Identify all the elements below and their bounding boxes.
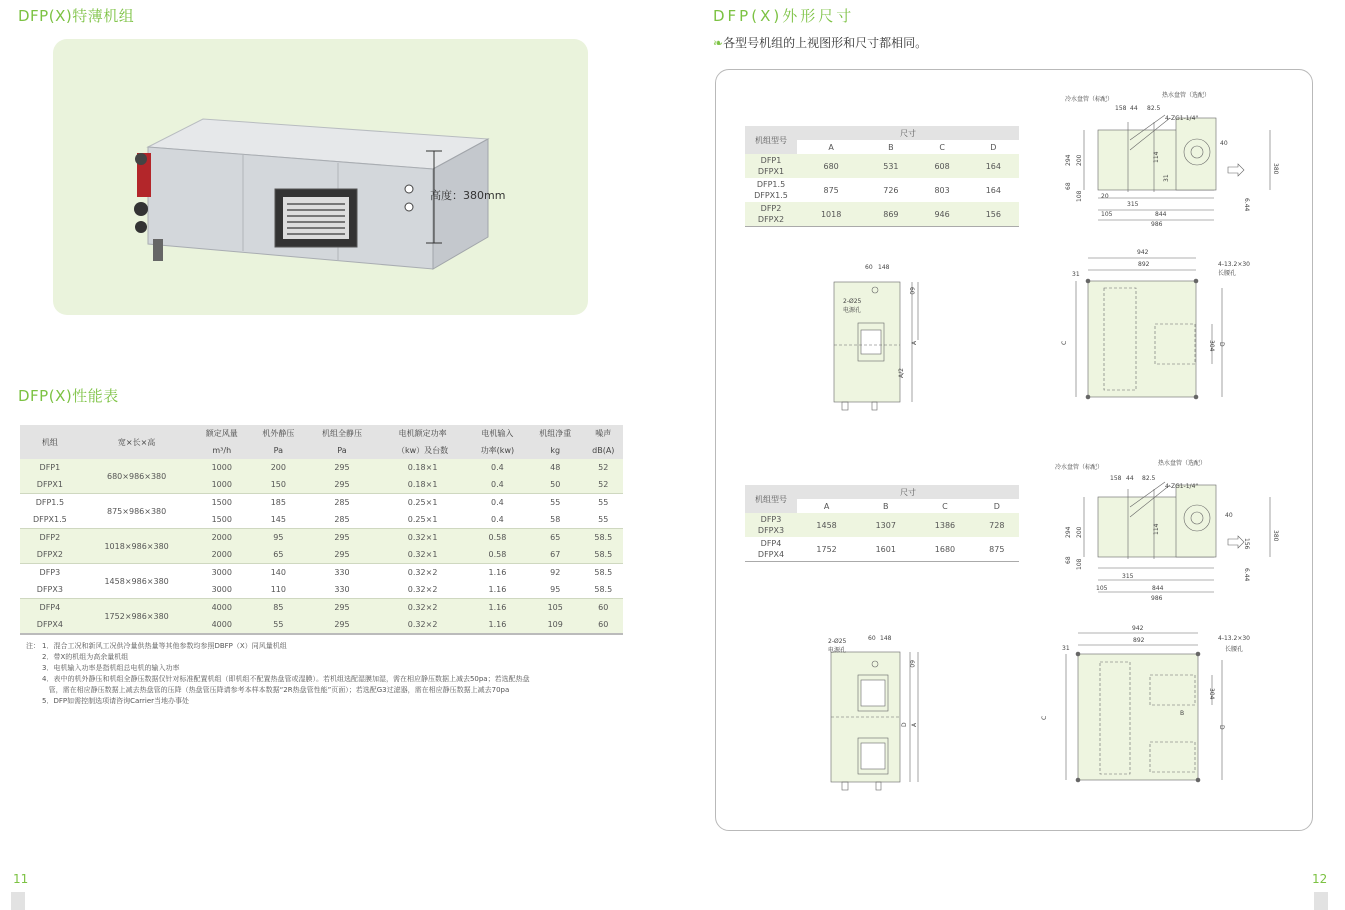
table-cell: 60: [584, 599, 623, 617]
dim-text: C: [1061, 340, 1068, 345]
dim-text: C: [1041, 715, 1048, 720]
cold-coil-label-2: 冷水盘管（标配）: [1055, 464, 1104, 471]
perf-header: 噪声: [584, 425, 623, 442]
table-cell: 50: [527, 476, 584, 494]
perf-unit: Pa: [250, 442, 307, 459]
side-view-drawing-1: [1084, 115, 1270, 220]
page-tab-right: [1314, 892, 1328, 910]
pipe-label-2: 4-ZG1-1/4": [1165, 483, 1199, 490]
dim-text: 105: [1096, 585, 1108, 592]
table-cell: 0.4: [491, 515, 504, 524]
table-cell: 58.5: [594, 585, 613, 594]
table-cell: 285: [307, 494, 378, 512]
perf-header: 电机额定功率: [377, 425, 468, 442]
table-cell: 110: [270, 585, 286, 594]
table-cell: 0.58: [468, 546, 527, 564]
dim-value: 875: [989, 544, 1005, 554]
dim-value: 1307: [856, 513, 915, 537]
table-cell: 58.5: [584, 564, 623, 582]
model-cell: DFP2: [20, 529, 80, 547]
note-item: 2．带X的机组为高余量机组: [42, 653, 129, 661]
table-cell: 1500: [211, 515, 232, 524]
table-cell: 875×986×380: [80, 494, 194, 529]
dim-text: 44: [1126, 475, 1134, 482]
slot-count-1: 4-13.2×30: [1218, 261, 1251, 268]
table-cell: 295: [307, 459, 378, 476]
table-cell: 60: [584, 616, 623, 634]
table-cell: 48: [527, 459, 584, 476]
page-number-right: 12: [1312, 872, 1328, 886]
dim-text: 108: [1076, 558, 1083, 570]
table-cell: 0.4: [468, 459, 527, 476]
dim-col-header: A: [797, 140, 865, 154]
dim-text: 105: [1101, 211, 1113, 218]
slot-count-2: 4-13.2×30: [1218, 635, 1251, 642]
dim-value: 869: [865, 202, 916, 227]
dim-value: 1458: [797, 513, 856, 537]
table-cell: 55: [527, 494, 584, 512]
model-cell: DFP4: [20, 599, 80, 617]
perf-unit: （kw）及台数: [377, 442, 468, 459]
hot-coil-label-1: 热水盘管（选配）: [1162, 92, 1211, 99]
dim-text: 844: [1152, 585, 1164, 592]
model-name: DFP3: [760, 515, 782, 524]
dim-text: 60: [908, 660, 915, 668]
dim-text: 68: [1065, 556, 1072, 564]
dim-text: 31: [1062, 645, 1070, 652]
table-cell: 295: [307, 616, 378, 634]
model-name: DFP2: [760, 204, 782, 213]
dim-value: 680: [797, 154, 865, 178]
dim-text: 892: [1138, 261, 1150, 268]
perf-unit: dB(A): [584, 442, 623, 459]
dim-model-header: 机组型号: [745, 126, 797, 154]
dim-value: 728: [975, 513, 1019, 537]
note-item: 5．DFP如需控制选项请咨询Carrier当地办事处: [42, 697, 190, 705]
top-view-drawing-1: [1076, 258, 1222, 399]
table-cell: 295: [307, 599, 378, 617]
right-title: DFP(X)外形尺寸: [713, 7, 855, 25]
dim-text: D: [1218, 342, 1225, 347]
dim-text: 158: [1110, 475, 1122, 482]
model-name: DFPX1: [757, 167, 785, 176]
table-cell: 1000: [193, 459, 250, 476]
dim-text: 200: [1076, 154, 1083, 166]
dim-value: 1386: [915, 513, 974, 537]
table-cell: 0.32×1: [377, 529, 468, 547]
table-cell: 95: [550, 585, 561, 594]
model-cell: DFP1.5: [20, 494, 80, 512]
table-cell: 1.16: [468, 599, 527, 617]
front-view-drawing-2: [831, 652, 918, 790]
model-cell: DFPX3: [36, 585, 63, 594]
model-name: DFPX1.5: [754, 191, 788, 200]
dim-text: 304: [1208, 340, 1215, 352]
dim-text: 82.5: [1147, 105, 1161, 112]
dim-text: 68: [1065, 182, 1072, 190]
dim-text: 156: [1243, 538, 1250, 550]
dim-col-header: C: [917, 140, 968, 154]
table-cell: 55: [584, 494, 623, 512]
perf-header: 宽×长×高: [80, 425, 194, 459]
table-cell: 0.32×2: [377, 616, 468, 634]
perf-unit: m³/h: [193, 442, 250, 459]
table-cell: 0.32×1: [377, 546, 468, 564]
power-hole-label-1: 电源孔: [843, 307, 862, 314]
dim-value: 875: [823, 185, 839, 195]
dim-text: 114: [1153, 523, 1160, 535]
perf-unit: Pa: [307, 442, 378, 459]
dim-text: 200: [1076, 526, 1083, 538]
table-cell: 4000: [193, 616, 250, 634]
table-cell: 58.5: [584, 529, 623, 547]
table-cell: 95: [250, 529, 307, 547]
dim-text: 114: [1153, 151, 1160, 163]
dim-text: A/2: [898, 368, 905, 378]
dim-col-header: C: [915, 499, 974, 513]
dim-text: 6.44: [1243, 568, 1250, 582]
dim-col-header: D: [968, 140, 1019, 154]
perf-unit: 功率(kw): [468, 442, 527, 459]
note-item: 4．表中的机外静压和机组全静压数据仅针对标准配置机组（即机组不配置热盘管或湿膜）。若机组选配湿膜加湿，需在相应静压数据上减去50pa；若选配热盘: [42, 675, 530, 683]
left-title: DFP(X)特薄机组: [18, 7, 135, 25]
model-name: DFP1.5: [756, 180, 786, 189]
dim-value: 946: [917, 202, 968, 227]
perf-header: 机组全静压: [307, 425, 378, 442]
dim-text: 294: [1065, 526, 1072, 538]
table-cell: 52: [584, 476, 623, 494]
model-cell: DFPX4: [20, 616, 80, 634]
perf-header: 机组: [20, 425, 80, 459]
perf-header: 电机输入: [468, 425, 527, 442]
table-cell: 0.32×2: [377, 599, 468, 617]
perf-header: 机外静压: [250, 425, 307, 442]
dim-text: B: [1180, 710, 1185, 717]
table-cell: 330: [307, 564, 378, 582]
table-cell: 105: [527, 599, 584, 617]
table-cell: 185: [250, 494, 307, 512]
dim-text: 942: [1137, 249, 1149, 256]
table-cell: 4000: [193, 599, 250, 617]
note-item: 1．混合工况和新风工况供冷量供热量等其他参数均参照DBFP（X）同风量机组: [42, 642, 287, 650]
dim-text: 6.44: [1243, 198, 1250, 212]
dim-text: 315: [1127, 201, 1139, 208]
dim-text: 294: [1065, 154, 1072, 166]
dim-text: 60: [868, 635, 876, 642]
model-cell: DFP3: [20, 564, 80, 582]
dim-text: 986: [1151, 221, 1163, 228]
dim-text: 380: [1272, 530, 1279, 542]
power-hole-count-1: 2-Ø25: [843, 298, 862, 305]
dim-text: 148: [880, 635, 892, 642]
table-cell: 330: [334, 585, 350, 594]
table-cell: 58.5: [584, 546, 623, 564]
table-cell: 0.25×1: [407, 515, 438, 524]
table-cell: 0.4: [468, 494, 527, 512]
table-cell: 0.4: [468, 476, 527, 494]
table-cell: 1.16: [468, 616, 527, 634]
table-cell: 67: [527, 546, 584, 564]
dim-value: 726: [883, 185, 899, 195]
side-view-drawing-2: [1084, 482, 1270, 592]
table-cell: 85: [250, 599, 307, 617]
dim-text: A: [911, 722, 918, 727]
right-subtitle: 各型号机组的上视图形和尺寸都相同。: [723, 36, 928, 50]
dim-col-header: B: [865, 140, 916, 154]
dim-value: 1752: [816, 544, 837, 554]
dim-value: 1680: [934, 544, 956, 554]
table-cell: 0.32×2: [377, 564, 468, 582]
dim-text: 40: [1225, 512, 1233, 519]
page-number-left: 11: [13, 872, 29, 886]
table-cell: 140: [250, 564, 307, 582]
model-name: DFP4: [760, 539, 782, 548]
table-cell: 2000: [193, 529, 250, 547]
dim-text: 986: [1151, 595, 1163, 602]
table-cell: 52: [584, 459, 623, 476]
leaf-bullet-icon: ❧: [713, 36, 724, 50]
table-cell: 65: [527, 529, 584, 547]
dim-text: 31: [1163, 174, 1170, 182]
table-cell: 3000: [193, 564, 250, 582]
dim-text: 60: [865, 264, 873, 271]
dim-text: 40: [1220, 140, 1228, 147]
table-cell: 295: [307, 546, 378, 564]
perf-title: DFP(X)性能表: [18, 387, 119, 405]
dim-value: 1018: [797, 202, 865, 227]
perf-header: 机组净重: [527, 425, 584, 442]
power-hole-label-2: 电源孔: [828, 647, 847, 654]
hot-coil-label-2: 热水盘管（选配）: [1158, 460, 1207, 467]
table-cell: 1500: [193, 494, 250, 512]
table-cell: 0.58: [468, 529, 527, 547]
table-cell: 55: [598, 515, 609, 524]
table-cell: 92: [527, 564, 584, 582]
model-cell: DFPX2: [20, 546, 80, 564]
table-cell: 295: [307, 529, 378, 547]
dim-value: 531: [865, 154, 916, 178]
dim-text: 60: [908, 287, 915, 295]
table-cell: 295: [307, 476, 378, 494]
dim-value: 164: [985, 185, 1001, 195]
dim-text: D: [1218, 725, 1225, 730]
height-label: 高度：380mm: [430, 189, 506, 202]
dim-text: D: [901, 722, 908, 727]
table-cell: 58: [550, 515, 561, 524]
dim-text: 44: [1130, 105, 1138, 112]
note-item: 管，需在相应静压数据上减去热盘管的压降（热盘管压降请参考本样本数据“2R热盘管性能”页面）；若选配G3过滤器，需在相应静压数据上减去70pa: [42, 686, 510, 694]
note-item: 3．电机输入功率是指机组总电机的输入功率: [42, 664, 180, 672]
perf-unit: kg: [527, 442, 584, 459]
table-cell: 285: [334, 515, 350, 524]
dim-text: 20: [1101, 193, 1109, 200]
dim-text: 148: [878, 264, 890, 271]
slot-label-1: 长腰孔: [1218, 270, 1237, 277]
top-view-drawing-2: [1066, 633, 1222, 782]
model-name: DFPX2: [757, 215, 785, 224]
dim-text: 158: [1115, 105, 1127, 112]
table-cell: 0.32×2: [407, 585, 438, 594]
dim-value: 1601: [875, 544, 896, 554]
slot-label-2: 长腰孔: [1225, 646, 1244, 653]
table-cell: 1.16: [488, 585, 507, 594]
dim-model-header: 机组型号: [745, 485, 797, 513]
table-cell: 0.18×1: [377, 459, 468, 476]
dim-text: 315: [1122, 573, 1134, 580]
dim-size-header: 尺寸: [797, 485, 1019, 499]
table-cell: 1752×986×380: [80, 599, 194, 635]
dim-col-header: D: [975, 499, 1019, 513]
table-cell: 1018×986×380: [80, 529, 194, 564]
table-cell: 145: [270, 515, 286, 524]
dim-col-header: A: [797, 499, 856, 513]
dim-col-header: B: [856, 499, 915, 513]
dim-text: 108: [1076, 190, 1083, 202]
dim-text: 304: [1208, 688, 1215, 700]
power-hole-count-2: 2-Ø25: [828, 638, 847, 645]
dim-text: 892: [1133, 637, 1145, 644]
pipe-label-1: 4-ZG1-1/4": [1165, 115, 1199, 122]
table-cell: 1000: [193, 476, 250, 494]
dim-text: 380: [1272, 163, 1279, 175]
table-cell: 3000: [211, 585, 232, 594]
model-cell: DFPX1.5: [32, 515, 67, 524]
model-cell: DFP1: [20, 459, 80, 476]
dim-value: 608: [917, 154, 968, 178]
dim-text: 31: [1072, 271, 1080, 278]
table-cell: 109: [527, 616, 584, 634]
table-cell: 0.25×1: [377, 494, 468, 512]
dim-value: 803: [934, 185, 950, 195]
dim-text: 82.5: [1142, 475, 1156, 482]
dim-size-header: 尺寸: [797, 126, 1019, 140]
table-cell: 2000: [193, 546, 250, 564]
perf-header: 额定风量: [193, 425, 250, 442]
dim-value: 164: [968, 154, 1019, 178]
dim-text: A: [911, 340, 918, 345]
dim-value: 156: [968, 202, 1019, 227]
dim-text: 942: [1132, 625, 1144, 632]
table-cell: 200: [250, 459, 307, 476]
table-cell: 1458×986×380: [80, 564, 194, 599]
table-cell: 0.18×1: [377, 476, 468, 494]
model-name: DFPX3: [757, 526, 785, 535]
table-cell: 1.16: [468, 564, 527, 582]
dim-text: 844: [1155, 211, 1167, 218]
table-cell: 150: [250, 476, 307, 494]
notes-label: 注：: [26, 642, 40, 650]
table-cell: 680×986×380: [80, 459, 194, 494]
model-name: DFP1: [760, 156, 782, 165]
table-cell: 65: [250, 546, 307, 564]
model-cell: DFPX1: [20, 476, 80, 494]
model-name: DFPX4: [757, 550, 785, 559]
cold-coil-label-1: 冷水盘管（标配）: [1065, 96, 1114, 103]
table-cell: 55: [250, 616, 307, 634]
